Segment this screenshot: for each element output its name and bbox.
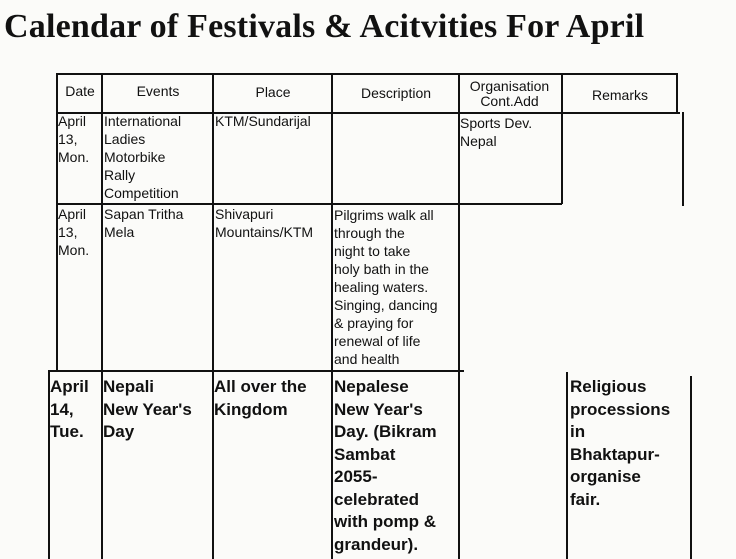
cell-line: healing waters.: [334, 279, 429, 295]
column-border: [212, 73, 214, 559]
cell-line: with pomp &: [334, 512, 436, 531]
cell-line: April: [58, 206, 87, 222]
row-divider: [50, 370, 464, 372]
cell-line: Shivapuri: [215, 206, 274, 222]
cell-line: night to take: [334, 243, 411, 259]
cell-line: Day: [103, 422, 135, 441]
row3-remarks: [570, 376, 670, 511]
cell-line: processions: [570, 399, 671, 419]
cell-line: April: [58, 113, 87, 129]
row1-date: [58, 112, 89, 166]
cell-line: Singing, dancing: [334, 297, 438, 313]
cell-line: & praying for: [334, 315, 414, 331]
cell-line: Mon.: [58, 149, 90, 165]
cell-line: 2055-: [334, 467, 378, 486]
row3-description: [334, 376, 437, 556]
cell-line: Religious: [570, 377, 647, 396]
row2-date: [58, 205, 89, 259]
cell-line: and health: [334, 351, 400, 367]
column-border: [101, 73, 103, 559]
row1-event: [104, 112, 181, 202]
cell-line: Competition: [104, 185, 179, 201]
cell-line: holy bath in the: [334, 261, 429, 277]
row2-event: [104, 205, 183, 241]
cell-line: organise: [570, 467, 641, 486]
row3-event: [103, 376, 192, 444]
cell-line: Mon.: [58, 242, 90, 258]
column-border: [690, 376, 692, 559]
cell-line: grandeur).: [334, 534, 419, 554]
cell-line: Nepali: [103, 377, 155, 396]
header-organisation: [458, 79, 561, 109]
cell-line: New Year's: [103, 399, 192, 419]
header-organisation-line: Organisation: [469, 78, 550, 94]
cell-line: Nepal: [460, 133, 497, 149]
cell-line: celebrated: [334, 489, 420, 509]
cell-line: renewal of life: [334, 333, 421, 349]
column-border: [566, 372, 568, 559]
row3-place: [214, 376, 307, 421]
row2-description: [334, 206, 438, 368]
cell-line: 13,: [58, 131, 78, 147]
table-top-border: [56, 73, 676, 75]
cell-line: Sapan Tritha: [104, 206, 184, 222]
cell-line: Sports Dev.: [460, 115, 533, 131]
row1-organisation: [460, 114, 532, 150]
header-organisation-line: Cont.Add: [480, 93, 539, 109]
cell-line: 14,: [50, 399, 74, 419]
cell-line: through the: [334, 225, 405, 241]
header-place: Place: [255, 84, 291, 100]
cell-line: in: [570, 422, 586, 441]
row2-place: [215, 205, 313, 241]
row3-date: [50, 376, 89, 444]
page-title: Calendar of Festivals & Acitvities For April: [4, 8, 645, 45]
header-description: Description: [360, 85, 432, 101]
cell-line: KTM/Sundarijal: [215, 113, 311, 129]
header-events: Events: [136, 83, 180, 99]
cell-line: Tue.: [50, 422, 84, 441]
cell-line: All over the: [214, 377, 307, 396]
cell-line: Nepalese: [334, 377, 409, 396]
column-border: [682, 112, 684, 206]
cell-line: International: [104, 113, 182, 129]
cell-line: Mela: [104, 224, 135, 240]
cell-line: Mountains/KTM: [215, 224, 314, 240]
cell-line: April: [50, 377, 89, 396]
cell-line: Pilgrims walk all: [334, 207, 434, 223]
cell-line: fair.: [570, 489, 601, 509]
cell-line: Rally: [104, 167, 136, 183]
cell-line: Sambat: [334, 444, 396, 464]
row1-place: [215, 112, 311, 130]
cell-line: Ladies: [104, 131, 146, 147]
column-border: [331, 73, 333, 559]
header-remarks: Remarks: [591, 87, 648, 103]
cell-line: Day. (Bikram: [334, 422, 437, 441]
cell-line: Motorbike: [104, 149, 166, 165]
header-date: Date: [65, 83, 95, 99]
cell-line: Bhaktapur-: [570, 444, 660, 464]
cell-line: Kingdom: [214, 399, 288, 419]
cell-line: 13,: [58, 224, 78, 240]
cell-line: New Year's: [334, 399, 423, 419]
